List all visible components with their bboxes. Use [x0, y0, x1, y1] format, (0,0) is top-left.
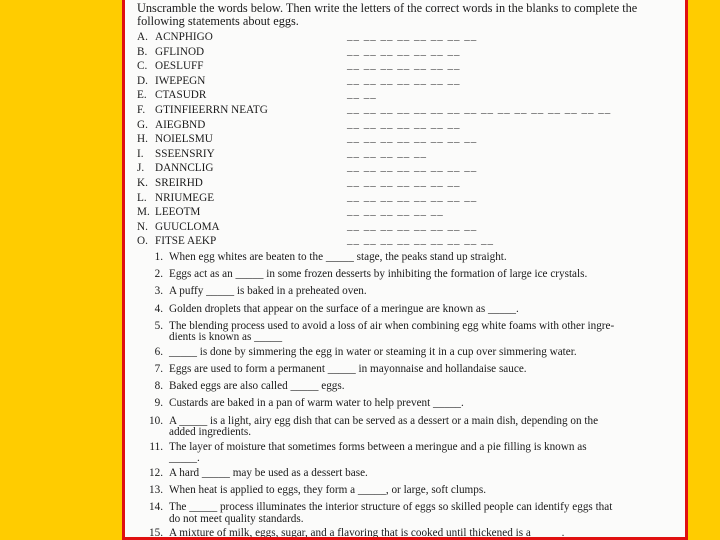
- answer-blank[interactable]: __ __ __ __ __ __ __: [347, 44, 461, 57]
- question-item: [139, 269, 684, 281]
- scrambled-word: NRIUMEGE: [155, 191, 215, 204]
- scrambled-word: IWEPEGN: [155, 74, 206, 87]
- question-item: [139, 286, 684, 298]
- scrambled-word: GTINFIEERRN NEATG: [155, 104, 268, 116]
- scrambled-word-row: [137, 89, 206, 102]
- question-text: Eggs are used to form a permanent _____ in mayonnaise and hollandaise sauce.: [169, 363, 527, 375]
- scrambled-word: GUUCLOMA: [155, 220, 220, 233]
- question-text: The layer of moisture that sometimes forms between a meringue and a pie filling is known as: [169, 440, 587, 453]
- scrambled-word: GFLINOD: [155, 45, 205, 58]
- scrambled-word: ACNPHIGO: [155, 31, 213, 43]
- word-letter: G.: [137, 118, 148, 131]
- word-letter: O.: [137, 235, 148, 248]
- scrambled-word-row: [137, 31, 213, 44]
- scrambled-word: DANNCLIG: [155, 162, 214, 175]
- answer-blank[interactable]: __ __ __ __ __ __ __ __: [347, 30, 478, 42]
- question-number: 12.: [149, 466, 163, 479]
- question-item: [139, 528, 684, 540]
- question-number: 7.: [154, 363, 163, 375]
- question-text: Golden droplets that appear on the surface of a meringue are known as _____.: [169, 302, 519, 315]
- question-item: [139, 468, 684, 480]
- word-letter: J.: [137, 162, 145, 175]
- scrambled-word: SREIRHD: [155, 177, 203, 189]
- question-text: A mixture of milk, eggs, sugar, and a flavoring that is cooked until thickened is a _____.: [169, 527, 565, 539]
- worksheet-page: [122, 0, 688, 540]
- word-letter: H.: [137, 133, 148, 146]
- question-item: [139, 442, 684, 465]
- answer-blank[interactable]: __ __ __ __ __ __ __ __ __: [347, 234, 494, 247]
- answer-blank[interactable]: __ __ __ __ __ __ __: [347, 73, 461, 86]
- scrambled-word: FITSE AEKP: [155, 235, 217, 248]
- question-item: [139, 502, 684, 525]
- scrambled-word: LEEOTM: [155, 206, 201, 219]
- question-number: 2.: [154, 268, 163, 281]
- question-text: _____ is done by simmering the egg in water or steaming it in a cup over simmering water.: [169, 345, 577, 358]
- question-number: 6.: [154, 345, 163, 358]
- scrambled-word-row: [137, 148, 215, 161]
- answer-blank[interactable]: __ __ __ __ __ __: [347, 205, 444, 218]
- word-letter: C.: [137, 60, 148, 73]
- question-text: A puffy _____ is baked in a preheated oven.: [169, 285, 367, 298]
- word-letter: I.: [137, 147, 144, 160]
- question-text: Baked eggs are also called _____ eggs.: [169, 380, 345, 393]
- answer-blank[interactable]: __ __ __ __ __ __ __ __: [347, 161, 478, 174]
- question-item: [139, 416, 684, 439]
- question-item: [139, 381, 684, 393]
- answer-blank[interactable]: __ __ __ __ __ __ __: [347, 59, 461, 72]
- question-text: When egg whites are beaten to the _____ stage, the peaks stand up straight.: [169, 251, 507, 263]
- question-number: 14.: [149, 501, 163, 513]
- question-item: [139, 347, 684, 359]
- word-letter: D.: [137, 74, 148, 87]
- scrambled-word-row: [137, 46, 204, 59]
- question-number: 9.: [154, 397, 163, 410]
- word-letter: L.: [137, 191, 147, 204]
- scrambled-word-row: [137, 235, 216, 248]
- scrambled-word-row: [137, 75, 205, 88]
- question-number: 1.: [154, 251, 163, 263]
- question-number: 4.: [154, 302, 163, 315]
- scrambled-word: AIEGBND: [155, 118, 206, 131]
- answer-blank[interactable]: __ __ __ __ __ __ __ __: [347, 219, 478, 232]
- scrambled-word: OESLUFF: [155, 60, 204, 73]
- question-number: 3.: [154, 285, 163, 298]
- question-text: The blending process used to avoid a loss of air when combining egg white foams with other ingre-: [169, 319, 615, 332]
- question-number: 5.: [154, 319, 163, 332]
- instructions: Unscramble the words below. Then write the letters of the correct words in the blanks to complete the following statements about eggs.: [137, 1, 638, 28]
- answer-blank[interactable]: __ __ __ __ __ __ __: [347, 176, 461, 188]
- question-text: A _____ is a light, airy egg dish that can be served as a dessert or a main dish, depending on the: [169, 414, 599, 427]
- scrambled-word-row: [137, 221, 220, 234]
- word-letter: M.: [137, 206, 150, 219]
- question-continuation: _____.: [169, 452, 200, 465]
- scrambled-word: CTASUDR: [155, 89, 207, 102]
- answer-blank[interactable]: __ __ __ __ __: [347, 146, 427, 159]
- answer-blank[interactable]: __ __ __ __ __ __ __ __: [347, 132, 478, 145]
- answer-blank[interactable]: __ __ __ __ __ __ __ __ __ __ __ __ __ __ __ __: [347, 103, 612, 115]
- question-number: 8.: [154, 380, 163, 393]
- question-item: [139, 364, 684, 376]
- question-continuation: dients is known as _____: [169, 331, 283, 344]
- scrambled-word-row: [137, 162, 213, 175]
- question-number: 11.: [149, 440, 163, 453]
- question-number: 10.: [149, 414, 163, 427]
- answer-blank[interactable]: __ __ __ __ __ __ __ __: [347, 190, 478, 203]
- scrambled-word-row: [137, 104, 268, 117]
- question-item: [139, 252, 684, 264]
- question-text: Custards are baked in a pan of warm water to help prevent _____.: [169, 397, 464, 410]
- scrambled-word-row: [137, 133, 213, 146]
- question-text: Eggs act as an _____ in some frozen desserts by inhibiting the formation of large ice crystals.: [169, 268, 588, 281]
- word-letter: A.: [137, 31, 148, 43]
- word-letter: K.: [137, 177, 148, 189]
- scrambled-word-row: [137, 206, 200, 219]
- question-item: [139, 398, 684, 410]
- question-item: [139, 304, 684, 316]
- question-item: [139, 321, 684, 344]
- question-number: 15.: [149, 527, 163, 539]
- scrambled-word-row: [137, 192, 214, 205]
- word-letter: F.: [137, 104, 146, 116]
- word-letter: E.: [137, 89, 147, 102]
- scrambled-word: NOIELSMU: [155, 133, 213, 146]
- scrambled-word: SSEENSRIY: [155, 147, 215, 160]
- question-text: The _____ process illuminates the interior structure of eggs so skilled people can identify eggs that: [169, 501, 613, 513]
- question-text: A hard _____ may be used as a dessert base.: [169, 466, 368, 479]
- word-letter: B.: [137, 45, 148, 58]
- answer-blank[interactable]: __ __ __ __ __ __ __: [347, 117, 461, 130]
- question-item: [139, 485, 684, 497]
- question-text: When heat is applied to eggs, they form a _____, or large, soft clumps.: [169, 483, 487, 496]
- question-number: 13.: [149, 483, 163, 496]
- word-letter: N.: [137, 220, 148, 233]
- question-continuation: do not meet quality standards.: [169, 512, 304, 525]
- scrambled-word-row: [137, 119, 205, 132]
- scrambled-word-row: [137, 177, 203, 190]
- question-continuation: added ingredients.: [169, 426, 252, 439]
- scrambled-word-row: [137, 60, 204, 73]
- answer-blank[interactable]: __ __: [347, 88, 377, 101]
